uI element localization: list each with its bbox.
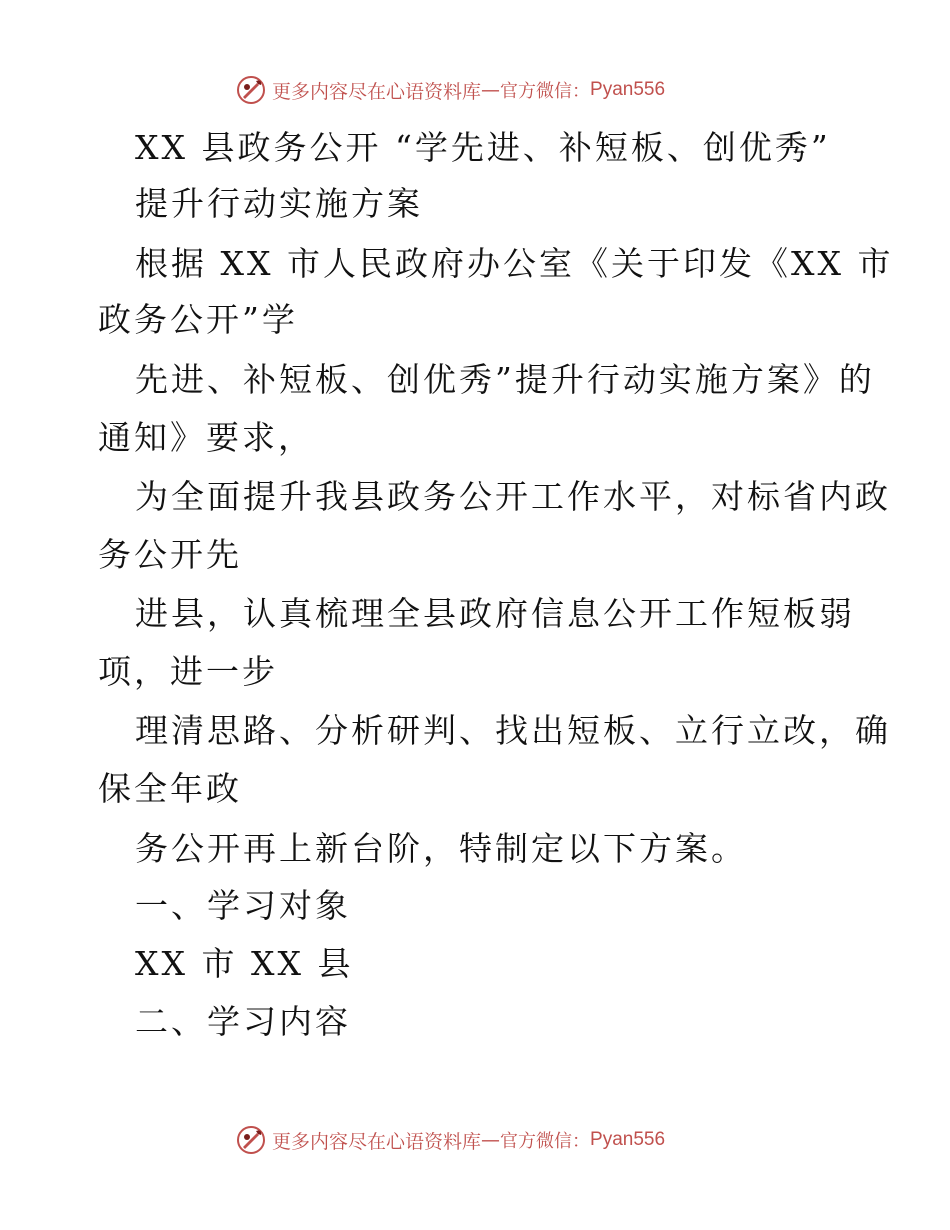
paragraph-line: XX 市 XX 县 xyxy=(135,944,354,983)
section-heading: 一、学习对象 xyxy=(135,886,351,925)
paragraph-line: 通知》要求， xyxy=(98,418,314,457)
watermark-text: 更多内容尽在心语资料库 xyxy=(272,80,482,103)
watermark-wechat-id: Pyan556 xyxy=(590,1129,666,1150)
quill-logo-icon xyxy=(236,1125,266,1155)
watermark-dash: — xyxy=(481,79,501,101)
document-title-line-2: 提升行动实施方案 xyxy=(135,184,423,223)
paragraph-line: 理清思路、分析研判、找出短板、立行立改，确 xyxy=(135,711,891,750)
section-heading: 二、学习内容 xyxy=(135,1002,351,1041)
watermark-text: 更多内容尽在心语资料库 xyxy=(272,1130,482,1153)
watermark-wechat-label: 官方微信： xyxy=(500,1131,591,1152)
watermark-wechat-label: 官方微信： xyxy=(500,81,591,102)
paragraph-line: 进县，认真梳理全县政府信息公开工作短板弱 xyxy=(135,594,855,633)
watermark-dash: — xyxy=(481,1129,501,1151)
header-watermark xyxy=(236,73,665,107)
paragraph-line: 先进、补短板、创优秀”提升行动实施方案》的 xyxy=(135,360,875,399)
watermark-wechat-id: Pyan556 xyxy=(590,79,666,100)
paragraph-line: 项，进一步 xyxy=(98,652,278,691)
paragraph-line: 务公开先 xyxy=(98,535,242,574)
paragraph-line: 根据 XX 市人民政府办公室《关于印发《XX 市 xyxy=(135,244,894,283)
paragraph-line: 务公开再上新台阶，特制定以下方案。 xyxy=(135,829,747,868)
paragraph-line: 保全年政 xyxy=(98,769,242,808)
paragraph-line: 政务公开”学 xyxy=(98,300,298,339)
quill-logo-icon xyxy=(236,75,266,105)
paragraph-line: 为全面提升我县政务公开工作水平，对标省内政 xyxy=(135,477,891,516)
document-title-line-1: XX 县政务公开 “学先进、补短板、创优秀” xyxy=(135,128,831,167)
footer-watermark xyxy=(236,1123,665,1157)
